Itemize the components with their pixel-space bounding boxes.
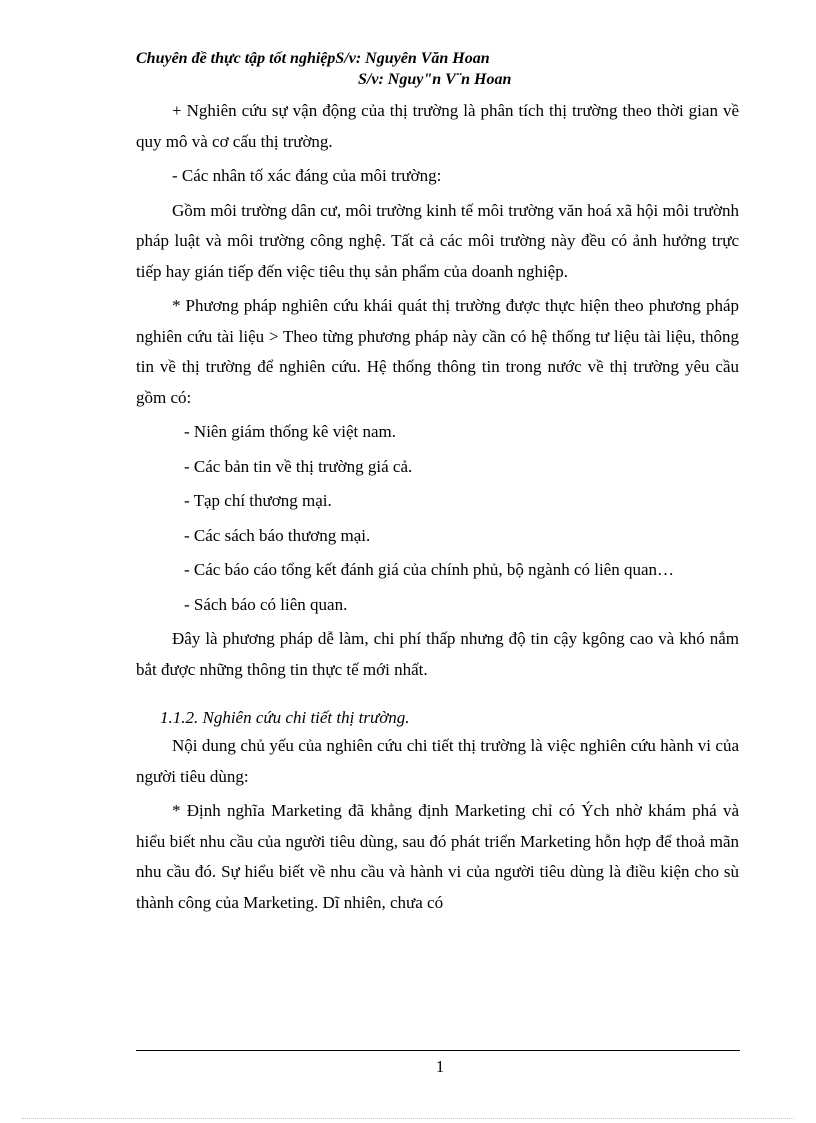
list-item: - Niên giám thống kê việt nam. [184,422,396,441]
running-header-author: S/v: Nguy"n V¨n Hoan [358,71,512,88]
page-number: 1 [435,1057,445,1076]
footer-divider [136,1050,740,1051]
list-item: - Các bản tin về thị trường giá cả. [184,456,413,476]
list-item: - Sách báo có liên quan. [184,594,348,614]
list-item: - Tạp chí thương mại. [184,491,332,510]
body-paragraph: * Định nghĩa Marketing đã khẳng định Marketing chỉ có Ých nhờ khám phá và hiểu biết nhu cầu của người tiêu dùng, sau đó phát triển Marketing hỗn hợp để thoả mãn nhu cầu đó. Sự hiểu biết về nhu cầu và hành vi của người tiêu dùng là điều kiện cho sù thành công của Marketing. Dĩ nhiên, chưa có [136,801,739,912]
list-item: - Các báo cáo tổng kết đánh giá của chính phủ, bộ ngành có liên quan… [184,560,675,579]
body-paragraph: + Nghiên cứu sự vận động của thị trường là phân tích thị trường theo thời gian về quy mô và cơ cấu thị trường. [136,101,739,151]
body-paragraph: Nội dung chủ yếu của nghiên cứu chi tiết thị trường là việc nghiên cứu hành vi của người tiêu dùng: [136,736,739,786]
section-heading: 1.1.2. Nghiên cứu chi tiết thị trường. [160,708,410,727]
body-paragraph: - Các nhân tố xác đáng của môi trường: [172,166,442,185]
list-item: - Các sách báo thương mại. [184,525,371,545]
body-paragraph: Đây là phương pháp dễ làm, chi phí thấp nhưng độ tin cậy kgông cao và khó nắm bắt được những thông tin thực tế mới nhất. [136,629,739,679]
document-body [136,96,739,922]
body-paragraph: * Phương pháp nghiên cứu khái quát thị trường được thực hiện theo phương pháp nghiên cứu tài liệu > Theo từng phương pháp này cần có hệ thống tư liệu tài liệu, thông tin về thị trường để nghiên cứu. Hệ thống thông tin trong nước về thị trường yêu cầu gồm có: [136,296,739,407]
running-header-title: Chuyên đề thực tập tốt nghiệpS/v: Nguyên Văn Hoan [136,50,490,67]
body-paragraph: Gồm môi trường dân cư, môi trường kinh tế môi trường văn hoá xã hội môi trườnh pháp luật và môi trường công nghệ. Tất cả các môi trường này đều có ảnh hưởng trực tiếp hay gián tiếp đến việc tiêu thụ sản phẩm của doanh nghiệp. [136,200,739,281]
page-edge-dotted-line [22,1118,794,1119]
